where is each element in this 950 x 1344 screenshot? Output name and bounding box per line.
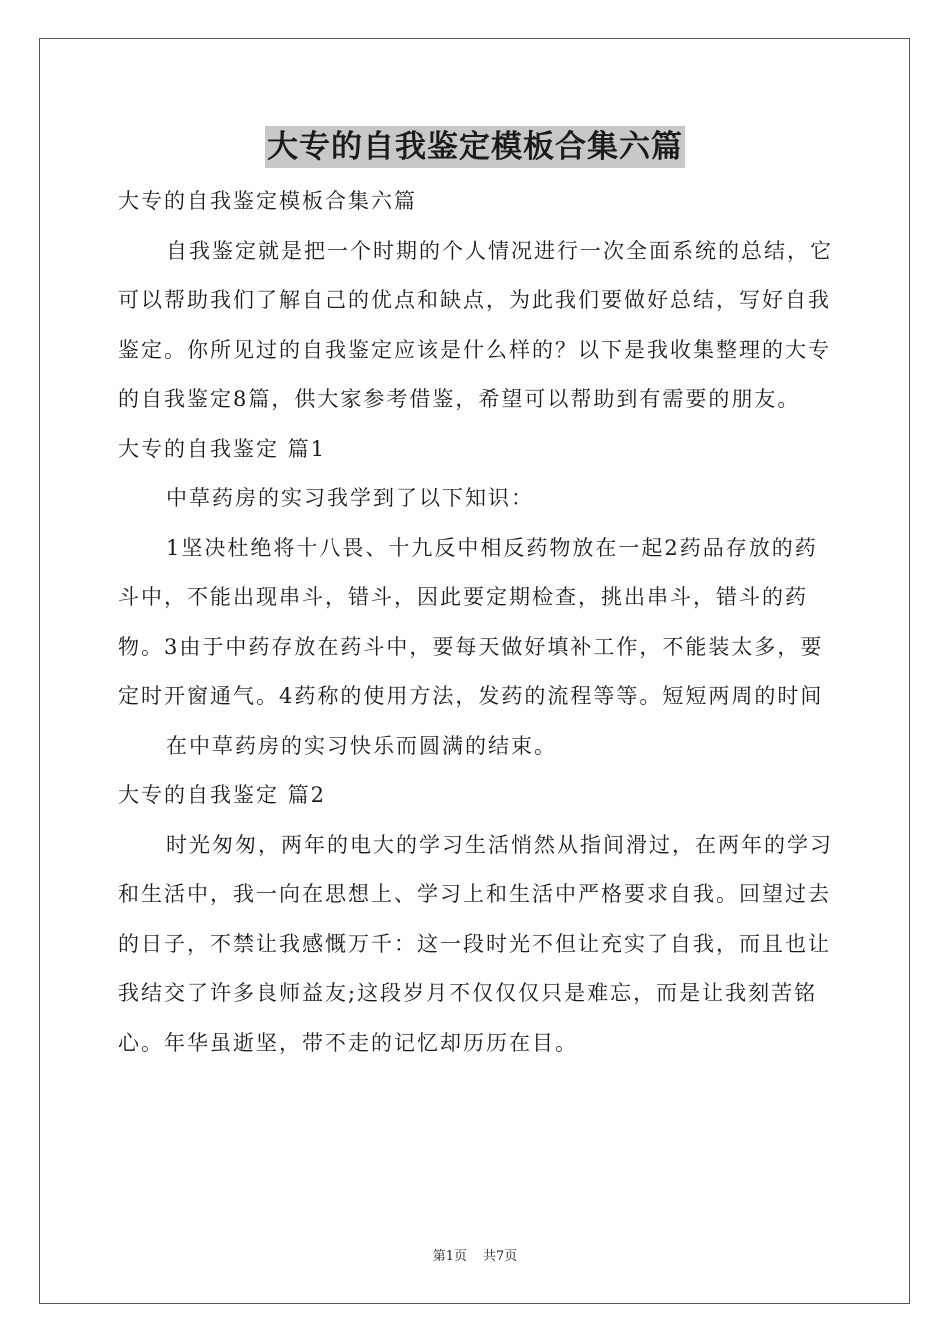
title-container <box>0 126 950 168</box>
subtitle-paragraph: 大专的自我鉴定模板合集六篇 <box>118 189 417 213</box>
section-heading-1: 大专的自我鉴定 篇1 <box>118 436 327 461</box>
body-paragraph: 1坚决杜绝将十八畏、十九反中相反药物放在一起2药品存放的药斗中，不能出现串斗，错斗，因此要定期检查，挑出串斗，错斗的药物。3由于中药存放在药斗中，要每天做好填补工作，不能装太多，要定时开窗通气。4药称的使用方法，发药的流程等等。短短两周的时间 <box>118 535 824 708</box>
document-body <box>118 177 838 1068</box>
body-paragraph: 中草药房的实习我学到了以下知识： <box>166 486 534 510</box>
intro-paragraph: 自我鉴定就是把一个时期的个人情况进行一次全面系统的总结，它可以帮助我们了解自己的优点和缺点，为此我们要做好总结，写好自我鉴定。你所见过的自我鉴定应该是什么样的？以下是我收集整理的大专的自我鉴定8篇，供大家参考借鉴，希望可以帮助到有需要的朋友。 <box>118 238 833 411</box>
body-paragraph: 时光匆匆，两年的电大的学习生活悄然从指间滑过，在两年的学习和生活中，我一向在思想上、学习上和生活中严格要求自我。回望过去的日子，不禁让我感慨万千：这一段时光不但让充实了自我，而且也让我结交了许多良师益友;这段岁月不仅仅仅只是难忘，而是让我刻苦铭心。年华虽逝坚，带不走的记忆却历历在目。 <box>118 832 833 1055</box>
document-title: 大专的自我鉴定模板合集六篇 <box>265 126 685 168</box>
section-heading-2: 大专的自我鉴定 篇2 <box>118 783 327 807</box>
body-paragraph: 在中草药房的实习快乐而圆满的结束。 <box>166 733 557 758</box>
page-total: 共7页 <box>483 1249 518 1264</box>
page-footer <box>0 1245 950 1264</box>
page-number: 第1页 <box>432 1249 467 1264</box>
